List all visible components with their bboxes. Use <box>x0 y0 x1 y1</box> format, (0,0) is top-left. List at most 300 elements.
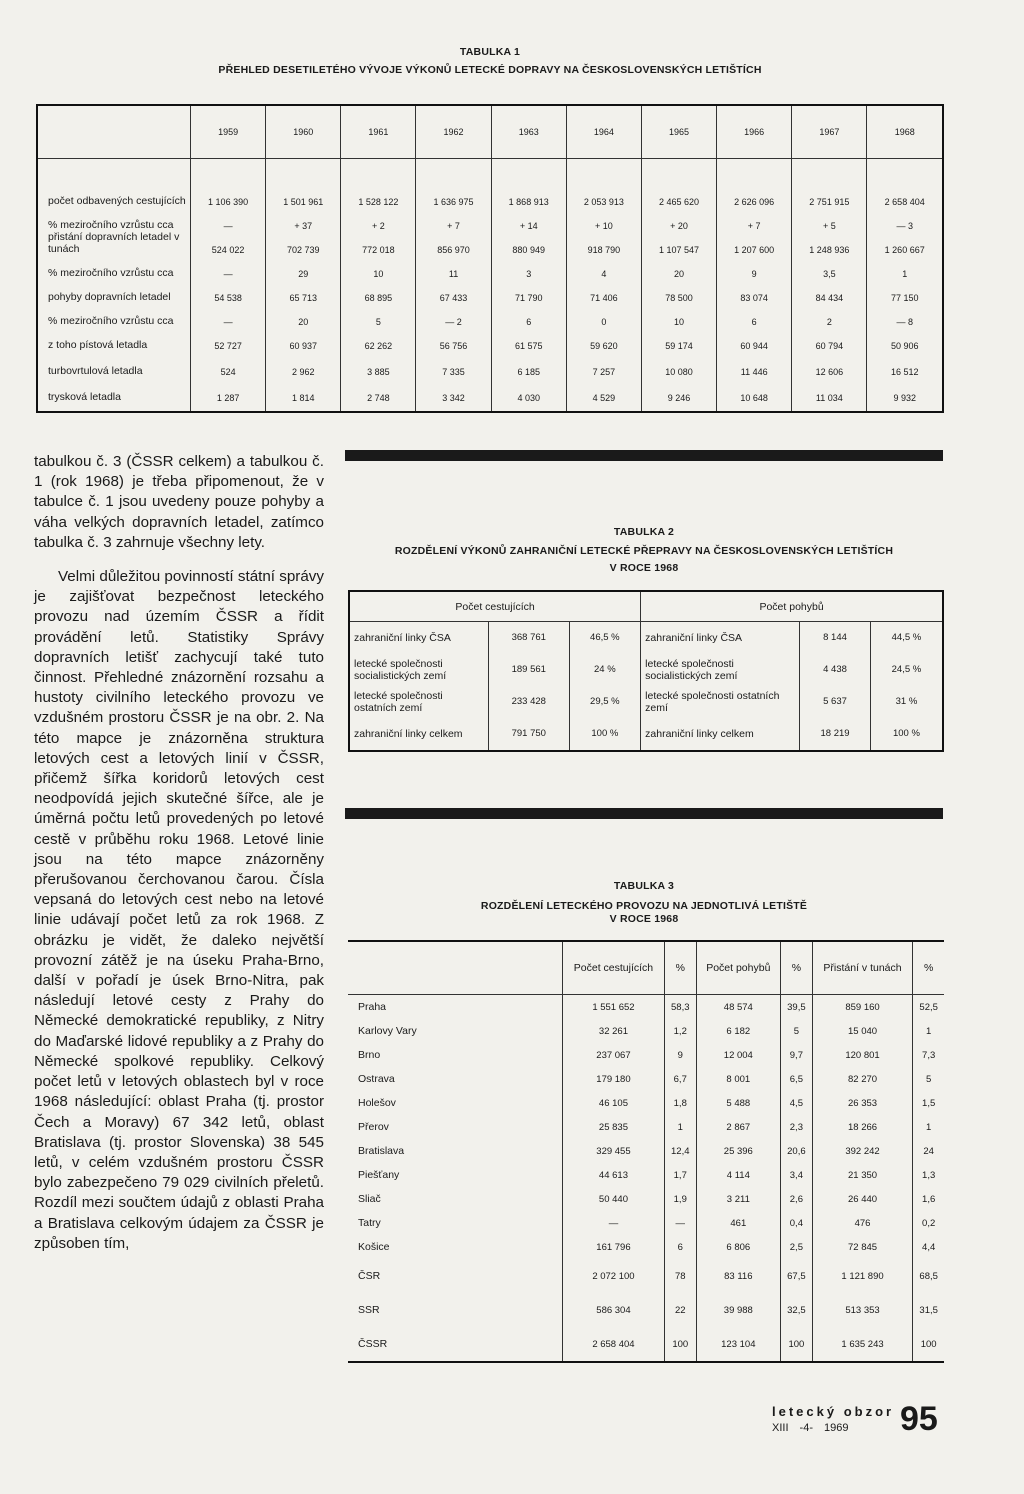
table2-label: TABULKA 2 <box>613 526 675 538</box>
value-cell: 71 790 <box>491 279 566 303</box>
value-cell: 9 <box>717 255 792 279</box>
table2-row <box>349 686 943 718</box>
table3-row <box>348 1115 944 1139</box>
airport-name: Praha <box>358 1001 387 1013</box>
value-cell: 2,3 <box>781 1115 813 1139</box>
row-label: počet odbavených cestujících <box>48 194 186 207</box>
value-cell: 4 <box>566 255 641 279</box>
value-cell: 82 270 <box>812 1067 913 1091</box>
spacer-cell <box>341 159 416 172</box>
value-cell: 6 <box>664 1235 696 1259</box>
value-cell: 513 353 <box>812 1293 913 1327</box>
value-cell: 476 <box>812 1211 913 1235</box>
table3-row <box>348 1187 944 1211</box>
movements-value: 18 219 <box>800 718 871 751</box>
value-cell: 100 <box>913 1327 944 1362</box>
spacer-cell <box>867 403 943 412</box>
table2-header-row <box>349 591 943 622</box>
value-cell: 2 962 <box>266 351 341 377</box>
value-cell: — <box>563 1211 665 1235</box>
table3-row <box>348 1019 944 1043</box>
table1-row <box>37 171 943 207</box>
table1-corner <box>37 105 191 159</box>
value-cell: 1 868 913 <box>491 171 566 207</box>
value-cell: 46 105 <box>563 1091 665 1115</box>
category-label: letecké společnosti socialistických zemí <box>641 654 800 686</box>
value-cell: 524 <box>191 351 266 377</box>
value-cell: 60 944 <box>717 327 792 351</box>
year-cell: 1968 <box>867 105 943 159</box>
airport-name: Brno <box>358 1049 381 1061</box>
table3-head: Počet cestujících <box>563 941 665 995</box>
value-cell: 62 262 <box>341 327 416 351</box>
value-cell: 4 529 <box>566 377 641 403</box>
value-cell: 100 <box>664 1327 696 1362</box>
table1-row <box>37 327 943 351</box>
table3 <box>348 940 944 1363</box>
table3-row <box>348 1067 944 1091</box>
table3-head: % <box>664 941 696 995</box>
passengers-value: 368 761 <box>489 622 570 655</box>
value-cell: 29 <box>266 255 341 279</box>
row-label: přistání dopravních letadel v tunách <box>48 231 180 256</box>
value-cell: 3 211 <box>696 1187 780 1211</box>
value-cell: 20,6 <box>781 1139 813 1163</box>
table3-subtitle: V ROCE 1968 <box>609 913 679 925</box>
table3-row <box>348 1091 944 1115</box>
spacer-cell <box>566 403 641 412</box>
value-cell: 16 512 <box>867 351 943 377</box>
spacer-cell <box>566 159 641 172</box>
year-cell: 1964 <box>566 105 641 159</box>
table1-title: PŘEHLED DESETILETÉHO VÝVOJE VÝKONŮ LETECKÉ DOPRAVY NA ČESKOSLOVENSKÝCH LETIŠTÍCH <box>218 64 762 76</box>
spacer-cell <box>191 403 266 412</box>
table1-row <box>37 377 943 403</box>
value-cell: + 2 <box>341 207 416 231</box>
year-cell: 1961 <box>341 105 416 159</box>
value-cell: 50 906 <box>867 327 943 351</box>
value-cell: 1 106 390 <box>191 171 266 207</box>
value-cell: 68,5 <box>913 1259 944 1293</box>
table3-head: Přistání v tunách <box>812 941 913 995</box>
movements-percent: 100 % <box>870 718 943 751</box>
year-cell: 1959 <box>191 105 266 159</box>
value-cell: 856 970 <box>416 231 491 255</box>
value-cell: 11 034 <box>792 377 867 403</box>
value-cell: 11 446 <box>717 351 792 377</box>
value-cell: 2 072 100 <box>563 1259 665 1293</box>
table1-body <box>37 159 943 413</box>
passengers-percent: 46,5 % <box>569 622 641 655</box>
value-cell: 9 246 <box>641 377 716 403</box>
year-cell: 1965 <box>641 105 716 159</box>
value-cell: — 8 <box>867 303 943 327</box>
value-cell: 2 658 404 <box>867 171 943 207</box>
value-cell: 1,8 <box>664 1091 696 1115</box>
value-cell: + 10 <box>566 207 641 231</box>
section-rule-middle <box>345 808 943 819</box>
value-cell: 10 <box>641 303 716 327</box>
airport-name: Holešov <box>358 1097 396 1109</box>
value-cell: 9 <box>664 1043 696 1067</box>
page-number: 95 <box>900 1400 938 1438</box>
value-cell: + 14 <box>491 207 566 231</box>
table1-row <box>37 255 943 279</box>
value-cell: 524 022 <box>191 231 266 255</box>
value-cell: — <box>191 303 266 327</box>
table1-spacer-row <box>37 403 943 412</box>
value-cell: 5 <box>781 1019 813 1043</box>
value-cell: 1,2 <box>664 1019 696 1043</box>
table3-corner <box>348 941 563 995</box>
spacer-cell <box>717 403 792 412</box>
value-cell: 1 107 547 <box>641 231 716 255</box>
value-cell: 12 004 <box>696 1043 780 1067</box>
table3-row <box>348 1211 944 1235</box>
year-cell: 1963 <box>491 105 566 159</box>
passengers-percent: 100 % <box>569 718 641 751</box>
value-cell: + 37 <box>266 207 341 231</box>
value-cell: 32 261 <box>563 1019 665 1043</box>
value-cell: 392 242 <box>812 1139 913 1163</box>
table3-title: ROZDĚLENÍ LETECKÉHO PROVOZU NA JEDNOTLIVÁ LETIŠTĚ <box>480 900 808 912</box>
value-cell: 1 260 667 <box>867 231 943 255</box>
value-cell: 67,5 <box>781 1259 813 1293</box>
value-cell: 3 <box>491 255 566 279</box>
airport-name: SSR <box>358 1304 380 1316</box>
table3-row <box>348 995 944 1020</box>
value-cell: 120 801 <box>812 1043 913 1067</box>
row-label: turbovrtulová letadla <box>48 365 143 378</box>
value-cell: 78 500 <box>641 279 716 303</box>
movements-percent: 24,5 % <box>870 654 943 686</box>
value-cell: 12 606 <box>792 351 867 377</box>
year-cell: 1967 <box>792 105 867 159</box>
movements-value: 5 637 <box>800 686 871 718</box>
value-cell: 11 <box>416 255 491 279</box>
value-cell: 7 335 <box>416 351 491 377</box>
value-cell: 22 <box>664 1293 696 1327</box>
row-label: % meziročního vzrůstu cca <box>48 218 174 231</box>
value-cell: 3 342 <box>416 377 491 403</box>
value-cell: 1 501 961 <box>266 171 341 207</box>
row-label: % meziročního vzrůstu cca <box>48 267 174 280</box>
value-cell: 1 121 890 <box>812 1259 913 1293</box>
value-cell: 77 150 <box>867 279 943 303</box>
value-cell: 1 <box>664 1115 696 1139</box>
value-cell: 6,7 <box>664 1067 696 1091</box>
value-cell: 918 790 <box>566 231 641 255</box>
value-cell: 7 257 <box>566 351 641 377</box>
spacer-cell <box>416 159 491 172</box>
value-cell: + 7 <box>416 207 491 231</box>
spacer-cell <box>641 159 716 172</box>
category-label: zahraniční linky ČSA <box>354 632 451 644</box>
value-cell: 0 <box>566 303 641 327</box>
value-cell: 39,5 <box>781 995 813 1020</box>
value-cell: + 7 <box>717 207 792 231</box>
table3-label: TABULKA 3 <box>613 880 675 892</box>
magazine-name: letecký obzor <box>772 1404 895 1419</box>
spacer-cell <box>191 159 266 172</box>
value-cell: 67 433 <box>416 279 491 303</box>
table1-header-row <box>37 105 943 159</box>
value-cell: 1 636 975 <box>416 171 491 207</box>
issue-info: XIII -4- 1969 <box>772 1422 849 1434</box>
value-cell: 1 635 243 <box>812 1327 913 1362</box>
value-cell: 61 575 <box>491 327 566 351</box>
value-cell: 1 <box>913 1115 944 1139</box>
year-cell: 1960 <box>266 105 341 159</box>
value-cell: 4,5 <box>781 1091 813 1115</box>
value-cell: 5 488 <box>696 1091 780 1115</box>
value-cell: 237 067 <box>563 1043 665 1067</box>
value-cell: 4,4 <box>913 1235 944 1259</box>
value-cell: 68 895 <box>341 279 416 303</box>
value-cell: — <box>191 255 266 279</box>
value-cell: 60 794 <box>792 327 867 351</box>
paragraph-1: tabulkou č. 3 (ČSSR celkem) a tabulkou č. 1 (rok 1968) je třeba připomenout, že v tabulce č. 1 jsou uvedeny pouze pohyby a váha velkých dopravních letadel, zatímco tabulka č. 3 zahrnuje všechny lety. <box>34 453 324 551</box>
airport-name: Bratislava <box>358 1145 405 1157</box>
spacer-cell <box>792 159 867 172</box>
passengers-percent: 24 % <box>569 654 641 686</box>
value-cell: 1,7 <box>664 1163 696 1187</box>
value-cell: 6 185 <box>491 351 566 377</box>
value-cell: 1,3 <box>913 1163 944 1187</box>
value-cell: 1 551 652 <box>563 995 665 1020</box>
spacer-cell <box>867 159 943 172</box>
value-cell: 52,5 <box>913 995 944 1020</box>
value-cell: 72 845 <box>812 1235 913 1259</box>
article-column <box>34 452 324 1254</box>
airport-name: ČSSR <box>358 1338 388 1350</box>
value-cell: 50 440 <box>563 1187 665 1211</box>
passengers-value: 189 561 <box>489 654 570 686</box>
spacer-cell <box>641 403 716 412</box>
spacer-cell <box>491 159 566 172</box>
table3-header-row <box>348 941 944 995</box>
value-cell: — <box>191 207 266 231</box>
value-cell: 880 949 <box>491 231 566 255</box>
table2-row <box>349 622 943 655</box>
category-label: zahraniční linky celkem <box>354 728 463 740</box>
value-cell: 9,7 <box>781 1043 813 1067</box>
value-cell: 83 074 <box>717 279 792 303</box>
value-cell: 1 814 <box>266 377 341 403</box>
value-cell: 2 053 913 <box>566 171 641 207</box>
value-cell: 2 626 096 <box>717 171 792 207</box>
value-cell: 1 248 936 <box>792 231 867 255</box>
value-cell: 83 116 <box>696 1259 780 1293</box>
value-cell: 8 001 <box>696 1067 780 1091</box>
value-cell: — 2 <box>416 303 491 327</box>
value-cell: 10 <box>341 255 416 279</box>
value-cell: 20 <box>266 303 341 327</box>
value-cell: + 5 <box>792 207 867 231</box>
value-cell: 78 <box>664 1259 696 1293</box>
value-cell: 1 287 <box>191 377 266 403</box>
value-cell: 772 018 <box>341 231 416 255</box>
value-cell: 461 <box>696 1211 780 1235</box>
value-cell: + 20 <box>641 207 716 231</box>
value-cell: 179 180 <box>563 1067 665 1091</box>
spacer-cell <box>491 403 566 412</box>
value-cell: — <box>664 1211 696 1235</box>
value-cell: 859 160 <box>812 995 913 1020</box>
passengers-percent: 29,5 % <box>569 686 641 718</box>
value-cell: 18 266 <box>812 1115 913 1139</box>
value-cell: 39 988 <box>696 1293 780 1327</box>
value-cell: 2,6 <box>781 1187 813 1211</box>
value-cell: 1,5 <box>913 1091 944 1115</box>
value-cell: 56 756 <box>416 327 491 351</box>
value-cell: 2 465 620 <box>641 171 716 207</box>
value-cell: 71 406 <box>566 279 641 303</box>
table3-row <box>348 1043 944 1067</box>
value-cell: 65 713 <box>266 279 341 303</box>
airport-name: ČSR <box>358 1270 381 1282</box>
category-label: zahraniční linky celkem <box>641 718 800 751</box>
year-cell: 1962 <box>416 105 491 159</box>
airport-name: Sliač <box>358 1193 381 1205</box>
airport-name: Karlovy Vary <box>358 1025 417 1037</box>
value-cell: 52 727 <box>191 327 266 351</box>
value-cell: 586 304 <box>563 1293 665 1327</box>
value-cell: 25 835 <box>563 1115 665 1139</box>
table2-row <box>349 718 943 751</box>
value-cell: 6 182 <box>696 1019 780 1043</box>
table3-row <box>348 1259 944 1293</box>
table3-head: % <box>781 941 813 995</box>
passengers-value: 233 428 <box>489 686 570 718</box>
movements-value: 8 144 <box>800 622 871 655</box>
value-cell: 31,5 <box>913 1293 944 1327</box>
table1-row <box>37 279 943 303</box>
value-cell: 20 <box>641 255 716 279</box>
spacer-cell <box>266 403 341 412</box>
table3-row <box>348 1327 944 1362</box>
table3-row <box>348 1163 944 1187</box>
value-cell: 6,5 <box>781 1067 813 1091</box>
table3-head: Počet pohybů <box>696 941 780 995</box>
table1-label: TABULKA 1 <box>459 46 521 58</box>
movements-percent: 31 % <box>870 686 943 718</box>
value-cell: 2 658 404 <box>563 1327 665 1362</box>
value-cell: 15 040 <box>812 1019 913 1043</box>
section-rule-top <box>345 450 943 461</box>
value-cell: 5 <box>341 303 416 327</box>
value-cell: 1,9 <box>664 1187 696 1211</box>
value-cell: 3,5 <box>792 255 867 279</box>
spacer-cell <box>341 403 416 412</box>
paragraph-2: Velmi důležitou povinností státní správy je zajišťovat bezpečnost leteckého provozu nad územím ČSSR a řídit provádění letů. Statistiky Správy dopravních letišť zachycují také tuto činnost. Přehledné znázornění rozsahu a hustoty civilního leteckého provozu ve vzdušném prostoru ČSSR je na obr. 2. Na této mapce je znázorněna struktura letových cest a letových linií v ČSSR, přičemž šířka koridorů letových cest neodpovídá jejich skutečné šířce, ale je úměrná počtu letů provedených po letové cestě v průběhu roku 1968. Letové linie jsou na této mapce znázorněny přerušovanou čerchovanou čarou. Čísla vepsaná do letových cest nebo na letové linie udávají počet letů za rok 1968. Z obrázku je vidět, že daleko největší provozní zátěž je na úseku Praha-Brno, další v pořadí je úsek Brno-Nitra, pak následují letové cesty z Prahy do Německé demokratické republiky, z Nitry do Maďarské lidové republiky a z Prahy do Německé spolkové republiky. Celkový počet letů v letových oblastech byl v roce 1968 následující: oblast Praha (tj. prostor Čech a Moravy) 67 342 letů, oblast Bratislava (tj. prostor Slovenska) 38 545 letů, v celém vzdušném prostoru ČSSR bylo zabezpečeno 79 029 civilních přeletů. Rozdíl mezi součtem údajů z oblasti Praha a Bratislava celkovým údajem za ČSSR je způsoben tím, <box>34 568 324 1252</box>
value-cell: 2 867 <box>696 1115 780 1139</box>
table2-head-movements: Počet pohybů <box>641 591 943 622</box>
row-label: trysková letadla <box>48 391 121 404</box>
value-cell: 44 613 <box>563 1163 665 1187</box>
spacer-cell <box>792 403 867 412</box>
value-cell: 100 <box>781 1327 813 1362</box>
value-cell: 6 <box>717 303 792 327</box>
spacer-cell <box>37 159 191 172</box>
movements-percent: 44,5 % <box>870 622 943 655</box>
passengers-value: 791 750 <box>489 718 570 751</box>
value-cell: 4 030 <box>491 377 566 403</box>
value-cell: 10 080 <box>641 351 716 377</box>
table2-head-passengers: Počet cestujících <box>349 591 641 622</box>
value-cell: 3,4 <box>781 1163 813 1187</box>
airport-name: Přerov <box>358 1121 389 1133</box>
value-cell: 59 620 <box>566 327 641 351</box>
airport-name: Tatry <box>358 1217 381 1229</box>
category-label: letecké společnosti socialistických zemí <box>354 658 447 682</box>
value-cell: 1,6 <box>913 1187 944 1211</box>
table3-row <box>348 1139 944 1163</box>
value-cell: 6 <box>491 303 566 327</box>
table3-body <box>348 995 944 1363</box>
spacer-cell <box>416 403 491 412</box>
value-cell: 24 <box>913 1139 944 1163</box>
value-cell: 10 648 <box>717 377 792 403</box>
category-label: zahraniční linky ČSA <box>641 622 800 655</box>
value-cell: 60 937 <box>266 327 341 351</box>
table2-title: ROZDĚLENÍ VÝKONŮ ZAHRANIČNÍ LETECKÉ PŘEPRAVY NA ČESKOSLOVENSKÝCH LETIŠTÍCH <box>394 545 894 557</box>
year-cell: 1966 <box>717 105 792 159</box>
value-cell: — 3 <box>867 207 943 231</box>
table1-spacer-row <box>37 159 943 172</box>
value-cell: 26 440 <box>812 1187 913 1211</box>
value-cell: 2 748 <box>341 377 416 403</box>
table2-row <box>349 654 943 686</box>
value-cell: 4 114 <box>696 1163 780 1187</box>
value-cell: 0,4 <box>781 1211 813 1235</box>
category-label: letecké společnosti ostatních zemí <box>354 690 443 714</box>
value-cell: 0,2 <box>913 1211 944 1235</box>
table1 <box>36 104 944 413</box>
value-cell: 1 <box>867 255 943 279</box>
spacer-cell <box>717 159 792 172</box>
value-cell: 702 739 <box>266 231 341 255</box>
value-cell: 329 455 <box>563 1139 665 1163</box>
table2-body <box>349 622 943 752</box>
table3-row <box>348 1235 944 1259</box>
value-cell: 59 174 <box>641 327 716 351</box>
value-cell: 12,4 <box>664 1139 696 1163</box>
value-cell: 123 104 <box>696 1327 780 1362</box>
value-cell: 26 353 <box>812 1091 913 1115</box>
value-cell: 84 434 <box>792 279 867 303</box>
table1-row <box>37 231 943 255</box>
value-cell: 32,5 <box>781 1293 813 1327</box>
movements-value: 4 438 <box>800 654 871 686</box>
value-cell: 2 <box>792 303 867 327</box>
table2-subtitle: V ROCE 1968 <box>609 562 679 574</box>
value-cell: 48 574 <box>696 995 780 1020</box>
table3-row <box>348 1293 944 1327</box>
airport-name: Piešťany <box>358 1169 400 1181</box>
value-cell: 2,5 <box>781 1235 813 1259</box>
value-cell: 58,3 <box>664 995 696 1020</box>
table1-row <box>37 351 943 377</box>
value-cell: 1 528 122 <box>341 171 416 207</box>
value-cell: 3 885 <box>341 351 416 377</box>
value-cell: 25 396 <box>696 1139 780 1163</box>
value-cell: 1 <box>913 1019 944 1043</box>
table1-row <box>37 207 943 231</box>
airport-name: Ostrava <box>358 1073 395 1085</box>
value-cell: 161 796 <box>563 1235 665 1259</box>
value-cell: 6 806 <box>696 1235 780 1259</box>
